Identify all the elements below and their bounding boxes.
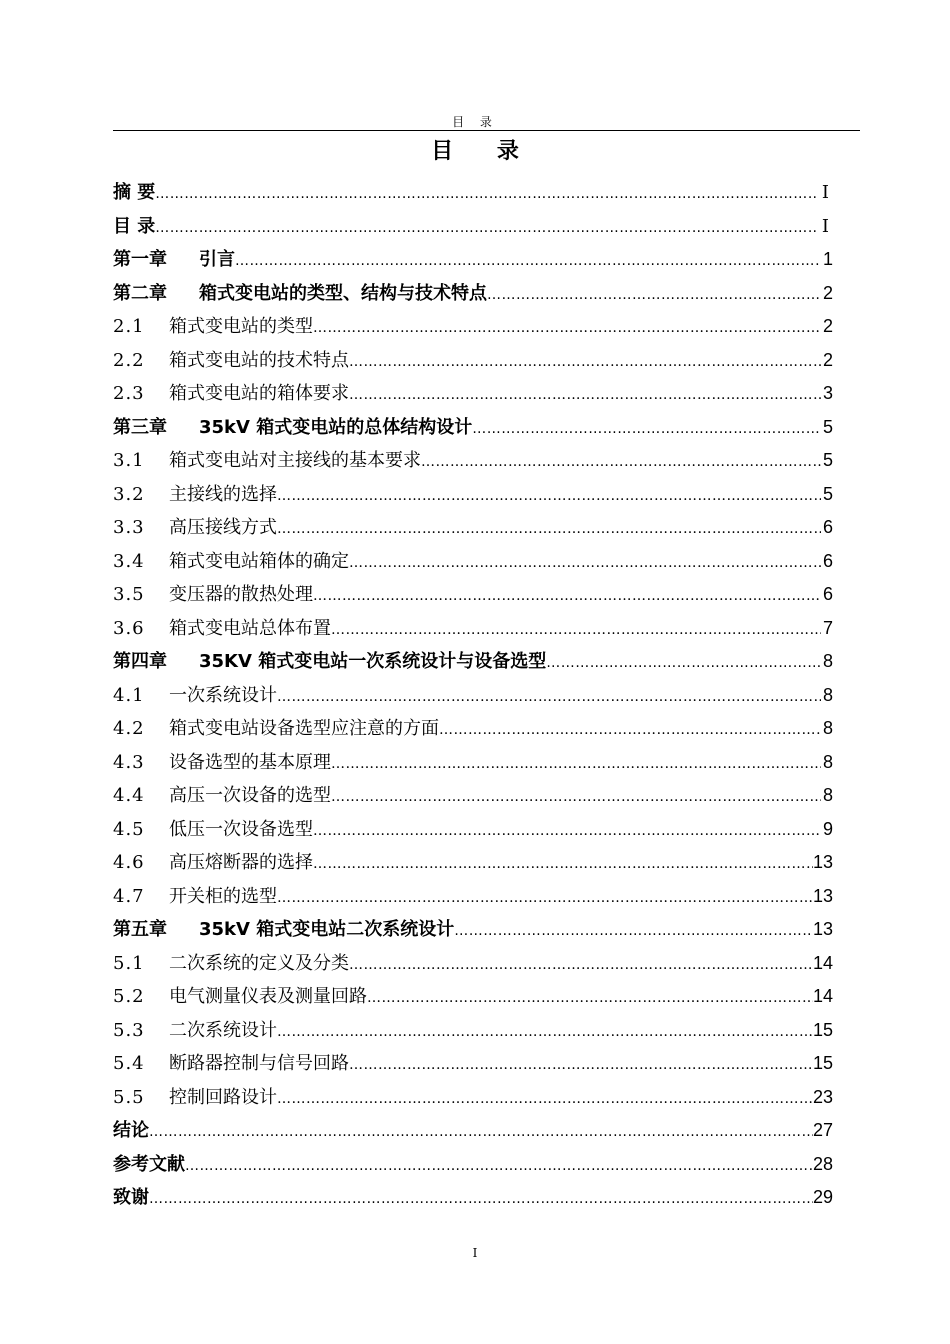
toc-entry-number: 3.3	[113, 517, 145, 538]
dot-leader	[235, 245, 821, 277]
toc-entry-number: 第四章	[113, 651, 167, 672]
toc-entry-page: I	[821, 215, 829, 237]
toc-entry-title: 箱式变电站的类型	[169, 316, 313, 337]
toc-entry-page: I	[821, 182, 829, 203]
toc-entry-page: 8	[822, 785, 833, 805]
toc-entry-number: 4.2	[113, 718, 145, 739]
toc-entry-title: 控制回路设计	[169, 1086, 277, 1108]
toc-entry-title: 一次系统设计	[169, 684, 277, 706]
toc-entry-page: 8	[822, 684, 833, 705]
toc-entry[interactable]	[113, 746, 833, 780]
toc-entry-page: 5	[822, 483, 833, 504]
toc-entry-title: 箱式变电站对主接线的基本要求	[169, 450, 421, 471]
toc-entry-title: 高压一次设备的选型	[169, 785, 331, 806]
dot-leader	[313, 580, 821, 612]
toc-entry-title: 高压接线方式	[169, 517, 277, 538]
dot-leader	[454, 915, 813, 947]
toc-entry[interactable]	[113, 813, 833, 847]
toc-entry[interactable]	[113, 277, 833, 311]
toc-entry-page: 8	[822, 651, 833, 671]
toc-entry-title: 二次系统设计	[169, 1019, 277, 1041]
dot-leader	[277, 1016, 813, 1048]
toc-entry-page: 15	[812, 1053, 833, 1073]
toc-entry[interactable]	[113, 1014, 833, 1048]
toc-entry-title: 主接线的选择	[169, 483, 277, 505]
toc-entry-page: 2	[822, 349, 833, 370]
toc-entry[interactable]	[113, 1148, 833, 1182]
toc-entry[interactable]	[113, 779, 833, 813]
dot-leader	[277, 513, 821, 545]
dot-leader	[313, 815, 821, 847]
toc-entry-title: 二次系统的定义及分类	[169, 952, 349, 974]
page-number-footer: I	[472, 1246, 478, 1260]
toc-entry[interactable]	[113, 478, 833, 512]
toc-entry-page: 13	[812, 919, 833, 939]
toc-entry-number: 4.7	[113, 885, 145, 907]
dot-leader	[313, 312, 821, 344]
toc-entry[interactable]	[113, 411, 833, 445]
toc-entry-page: 15	[812, 1019, 833, 1040]
toc-entry[interactable]	[113, 310, 833, 344]
toc-entry[interactable]	[113, 712, 833, 746]
dot-leader	[331, 614, 821, 646]
toc-entry-page: 6	[822, 550, 833, 571]
toc-entry-number: 5.1	[113, 952, 145, 974]
toc-entry-page: 7	[822, 617, 833, 638]
toc-entry[interactable]	[113, 980, 833, 1014]
toc-entry-page: 14	[812, 986, 833, 1006]
toc-entry-number: 4.4	[113, 785, 145, 806]
toc-entry-title: 断路器控制与信号回路	[169, 1053, 349, 1074]
toc-entry[interactable]	[113, 377, 833, 411]
toc-entry-title: 箱式变电站的类型、结构与技术特点	[199, 282, 487, 304]
toc-entry-number: 5.3	[113, 1019, 145, 1041]
toc-entry-number: 3.6	[113, 617, 145, 639]
dot-leader	[349, 379, 821, 411]
toc-entry[interactable]	[113, 344, 833, 378]
toc-entry-title: 35kV 箱式变电站二次系统设计	[199, 919, 455, 940]
toc-entry-title: 摘 要	[113, 182, 156, 203]
toc-entry-page: 8	[822, 751, 833, 772]
dot-leader	[349, 949, 813, 981]
toc-entry-title: 低压一次设备选型	[169, 818, 313, 840]
toc-entry-number: 2.1	[113, 316, 145, 337]
dot-leader	[149, 1116, 813, 1148]
dot-leader	[155, 178, 817, 210]
toc-entry-number: 2.2	[113, 349, 145, 371]
toc-entry[interactable]	[113, 1081, 833, 1115]
dot-leader	[546, 647, 821, 679]
toc-entry-page: 5	[822, 416, 833, 437]
toc-entry-title: 变压器的散热处理	[169, 584, 313, 605]
toc-entry[interactable]	[113, 210, 833, 244]
dot-leader	[155, 212, 817, 244]
toc-entry-title: 箱式变电站设备选型应注意的方面	[169, 718, 439, 739]
dot-leader	[331, 748, 821, 780]
dot-leader	[313, 848, 813, 880]
toc-entry-title: 35KV 箱式变电站一次系统设计与设备选型	[199, 651, 547, 672]
toc-entry-title: 结论	[113, 1120, 149, 1141]
toc-entry-number: 第一章	[113, 249, 167, 270]
toc-entry-page: 1	[822, 249, 833, 269]
toc-entry[interactable]	[113, 176, 833, 210]
toc-entry-title: 开关柜的选型	[169, 885, 277, 907]
dot-leader	[439, 714, 821, 746]
toc-entry-number: 第二章	[113, 282, 167, 304]
toc-entry-page: 6	[822, 517, 833, 537]
toc-entry-number: 3.2	[113, 483, 145, 505]
toc-entry-page: 8	[822, 718, 833, 738]
toc-entry-title: 箱式变电站的箱体要求	[169, 383, 349, 404]
dot-leader	[421, 446, 821, 478]
toc-entry-title: 参考文献	[113, 1153, 185, 1175]
toc-entry-page: 27	[812, 1120, 833, 1140]
dot-leader	[367, 982, 813, 1014]
toc-entry-number: 4.6	[113, 852, 145, 873]
toc-entry-number: 3.1	[113, 450, 145, 471]
toc-entry-number: 3.5	[113, 584, 145, 605]
toc-entry-page: 23	[812, 1086, 833, 1107]
toc-entry-number: 3.4	[113, 550, 145, 572]
toc-entry-title: 箱式变电站的技术特点	[169, 349, 349, 371]
dot-leader	[149, 1183, 813, 1215]
toc-entry-number: 4.5	[113, 818, 145, 840]
toc-entry-title: 高压熔断器的选择	[169, 852, 313, 873]
dot-leader	[472, 413, 821, 445]
dot-leader	[185, 1150, 813, 1182]
toc-entry-number: 2.3	[113, 383, 145, 404]
dot-leader	[331, 781, 821, 813]
table-of-contents	[113, 176, 833, 1215]
toc-entry[interactable]	[113, 545, 833, 579]
toc-entry-title: 引言	[199, 249, 235, 270]
toc-entry-number: 5.2	[113, 986, 145, 1007]
toc-entry-title: 电气测量仪表及测量回路	[169, 986, 367, 1007]
dot-leader	[487, 279, 821, 311]
toc-entry-title: 致谢	[113, 1187, 149, 1208]
toc-entry-number: 第五章	[113, 919, 167, 940]
toc-entry[interactable]	[113, 444, 833, 478]
dot-leader	[277, 681, 821, 713]
toc-entry-page: 3	[822, 383, 833, 403]
toc-entry[interactable]	[113, 1114, 833, 1148]
toc-entry-page: 13	[812, 852, 833, 872]
toc-entry-page: 2	[822, 316, 833, 336]
toc-entry-number: 5.4	[113, 1053, 145, 1074]
toc-entry[interactable]	[113, 679, 833, 713]
dot-leader	[277, 480, 821, 512]
toc-entry-title: 35kV 箱式变电站的总体结构设计	[199, 416, 473, 438]
toc-entry[interactable]	[113, 645, 833, 679]
toc-entry-number: 5.5	[113, 1086, 145, 1108]
dot-leader	[277, 882, 813, 914]
toc-entry-number: 4.1	[113, 684, 145, 706]
toc-entry[interactable]	[113, 846, 833, 880]
toc-entry-page: 9	[822, 818, 833, 839]
toc-entry-title: 箱式变电站箱体的确定	[169, 550, 349, 572]
dot-leader	[277, 1083, 813, 1115]
toc-entry-page: 29	[812, 1187, 833, 1207]
page-title: 目 录	[431, 139, 537, 164]
toc-entry[interactable]	[113, 1047, 833, 1081]
toc-entry-title: 箱式变电站总体布置	[169, 617, 331, 639]
toc-entry[interactable]	[113, 1181, 833, 1215]
toc-entry-page: 5	[822, 450, 833, 470]
toc-entry[interactable]	[113, 880, 833, 914]
toc-entry[interactable]	[113, 578, 833, 612]
header-rule	[113, 130, 860, 131]
dot-leader	[349, 346, 821, 378]
toc-entry-page: 2	[822, 282, 833, 303]
running-header: 目 录	[452, 115, 498, 129]
dot-leader	[349, 1049, 813, 1081]
toc-entry-page: 6	[822, 584, 833, 604]
toc-entry[interactable]	[113, 947, 833, 981]
toc-entry[interactable]	[113, 913, 833, 947]
toc-entry[interactable]	[113, 511, 833, 545]
toc-entry-title: 目 录	[113, 215, 156, 237]
toc-entry-number: 4.3	[113, 751, 145, 773]
toc-entry-page: 13	[812, 885, 833, 906]
toc-entry-page: 14	[812, 952, 833, 973]
toc-entry-number: 第三章	[113, 416, 167, 438]
toc-entry-title: 设备选型的基本原理	[169, 751, 331, 773]
toc-entry[interactable]	[113, 612, 833, 646]
dot-leader	[349, 547, 821, 579]
toc-entry-page: 28	[812, 1153, 833, 1174]
toc-entry[interactable]	[113, 243, 833, 277]
